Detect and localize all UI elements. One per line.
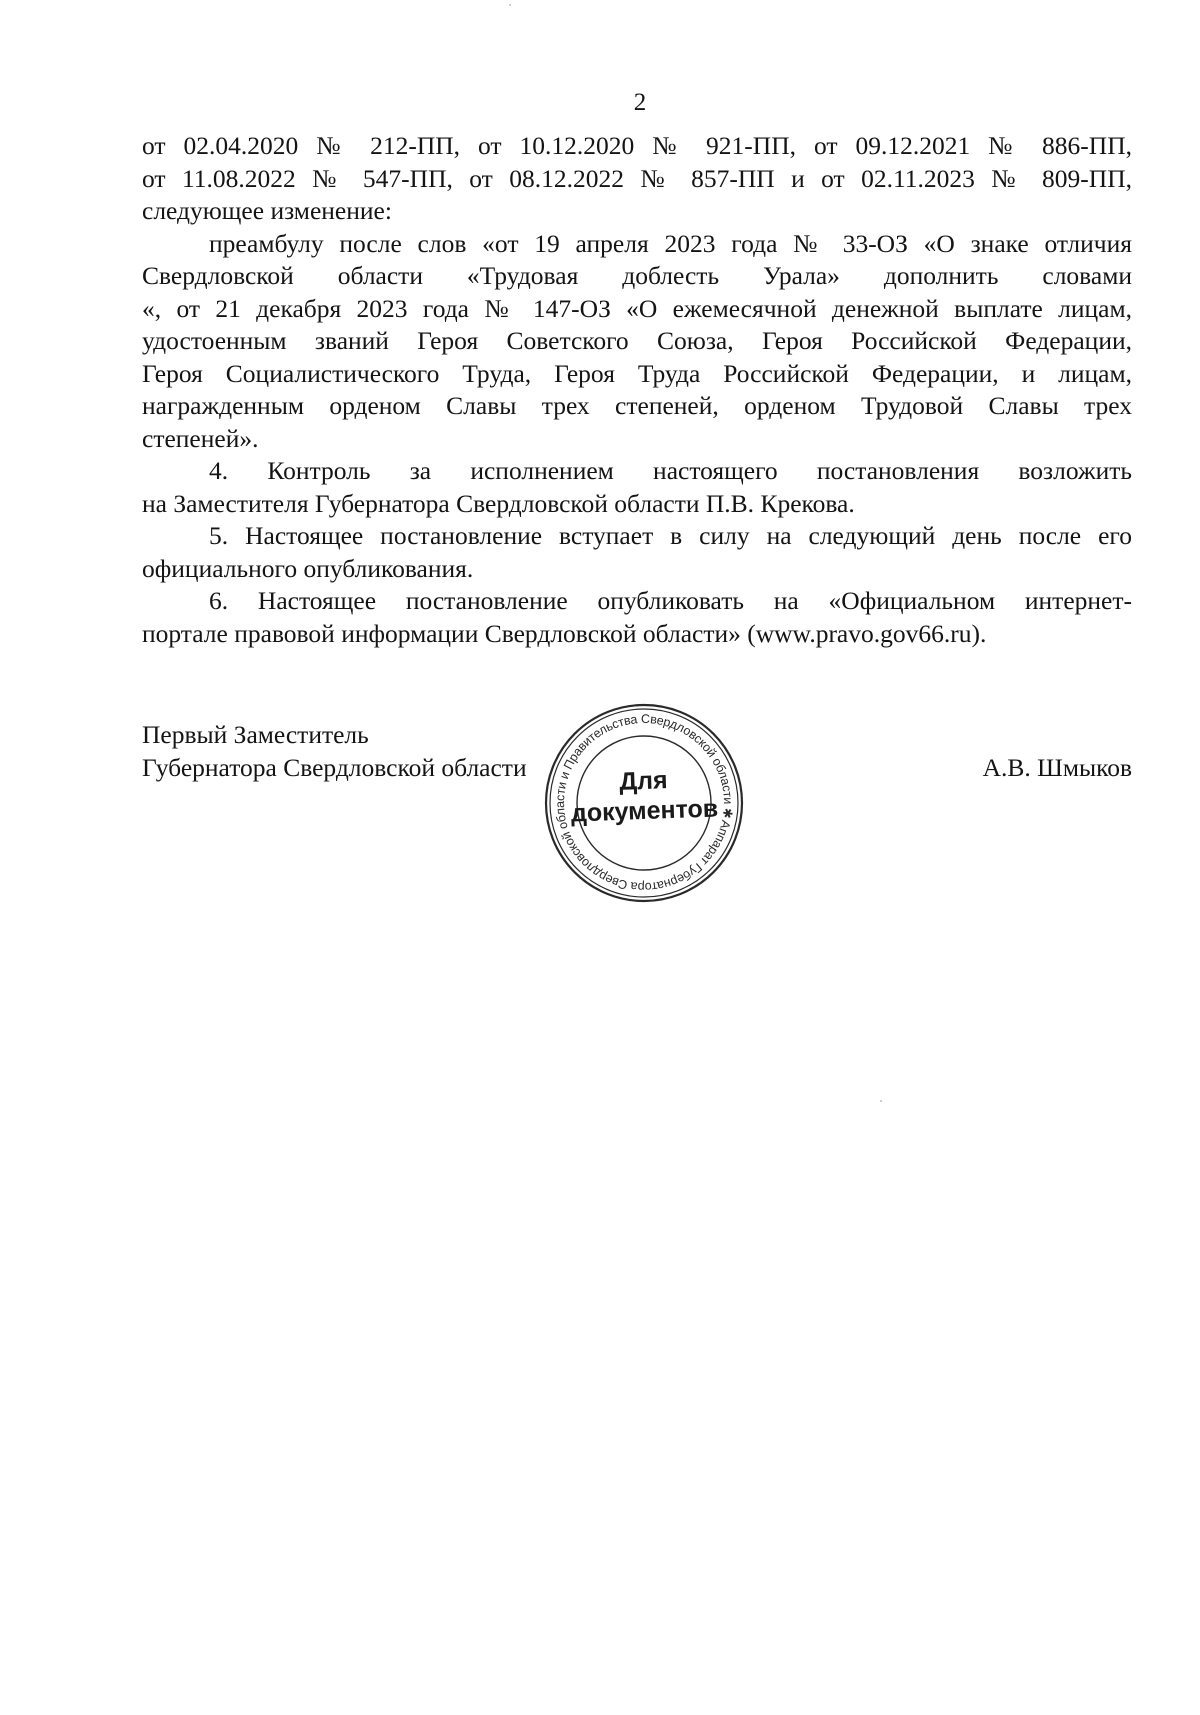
signatory-name: А.В. Шмыков [982,753,1132,782]
stamp-ring-text: Аппарат Губернатора Свердловской области и Правительства Свердловской области ✱ [552,711,736,895]
stamp-center-line: Для [618,766,669,796]
scan-speck [880,1100,882,1102]
text-line: награжденным орденом Славы трех степеней, орденом Трудовой Славы трех [142,391,1132,420]
text-line: портале правовой информации Свердловской области» (www.pravo.gov66.ru). [142,618,987,648]
paragraph-item-5 [142,520,1132,585]
text-line: Героя Социалистического Труда, Героя Труда Российской Федерации, и лицам, [142,358,1132,388]
stamp-center-text [540,762,748,829]
paragraph-item-4 [142,455,1132,520]
official-stamp [541,700,747,906]
text-line: удостоенным званий Героя Советского Союза, Героя Российской Федерации, [142,326,1132,355]
paragraph-amendment-list [142,130,1132,228]
paragraph-item-6 [142,585,1132,650]
signatory-title-line: Первый Заместитель [142,720,369,749]
text-line: Свердловской области «Трудовая доблесть Урала» дополнить словами [142,261,1132,290]
signatory-title-line: Губернатора Свердловской области [142,753,527,782]
text-line: от 02.04.2020 № 212-ПП, от 10.12.2020 № 921-ПП, от 09.12.2021 № 886-ПП, [142,131,1132,160]
text-line: преамбулу после слов «от 19 апреля 2023 года № 33-ОЗ «О знаке отличия [209,228,1132,258]
text-line: степеней». [142,423,259,453]
text-line: официального опубликования. [142,553,474,583]
text-line: 5. Настоящее постановление вступает в силу на следующий день после его [209,521,1132,550]
document-body [142,130,1132,650]
text-line: «, от 21 декабря 2023 года № 147-ОЗ «О ежемесячной денежной выплате лицам, [142,293,1132,323]
text-line: 4. Контроль за исполнением настоящего постановления возложить [209,456,1132,485]
stamp-center-line: документов [570,794,719,828]
text-line: на Заместителя Губернатора Свердловской области П.В. Крекова. [142,488,855,518]
text-line: следующее изменение: [142,196,392,225]
text-line: от 11.08.2022 № 547-ПП, от 08.12.2022 № 857-ПП и от 02.11.2023 № 809-ПП, [142,163,1132,193]
paragraph-preamble-change [142,228,1132,456]
page-number: 2 [633,89,647,116]
text-line: 6. Настоящее постановление опубликовать на «Официальном интернет- [209,586,1132,615]
scan-speck [509,4,511,6]
